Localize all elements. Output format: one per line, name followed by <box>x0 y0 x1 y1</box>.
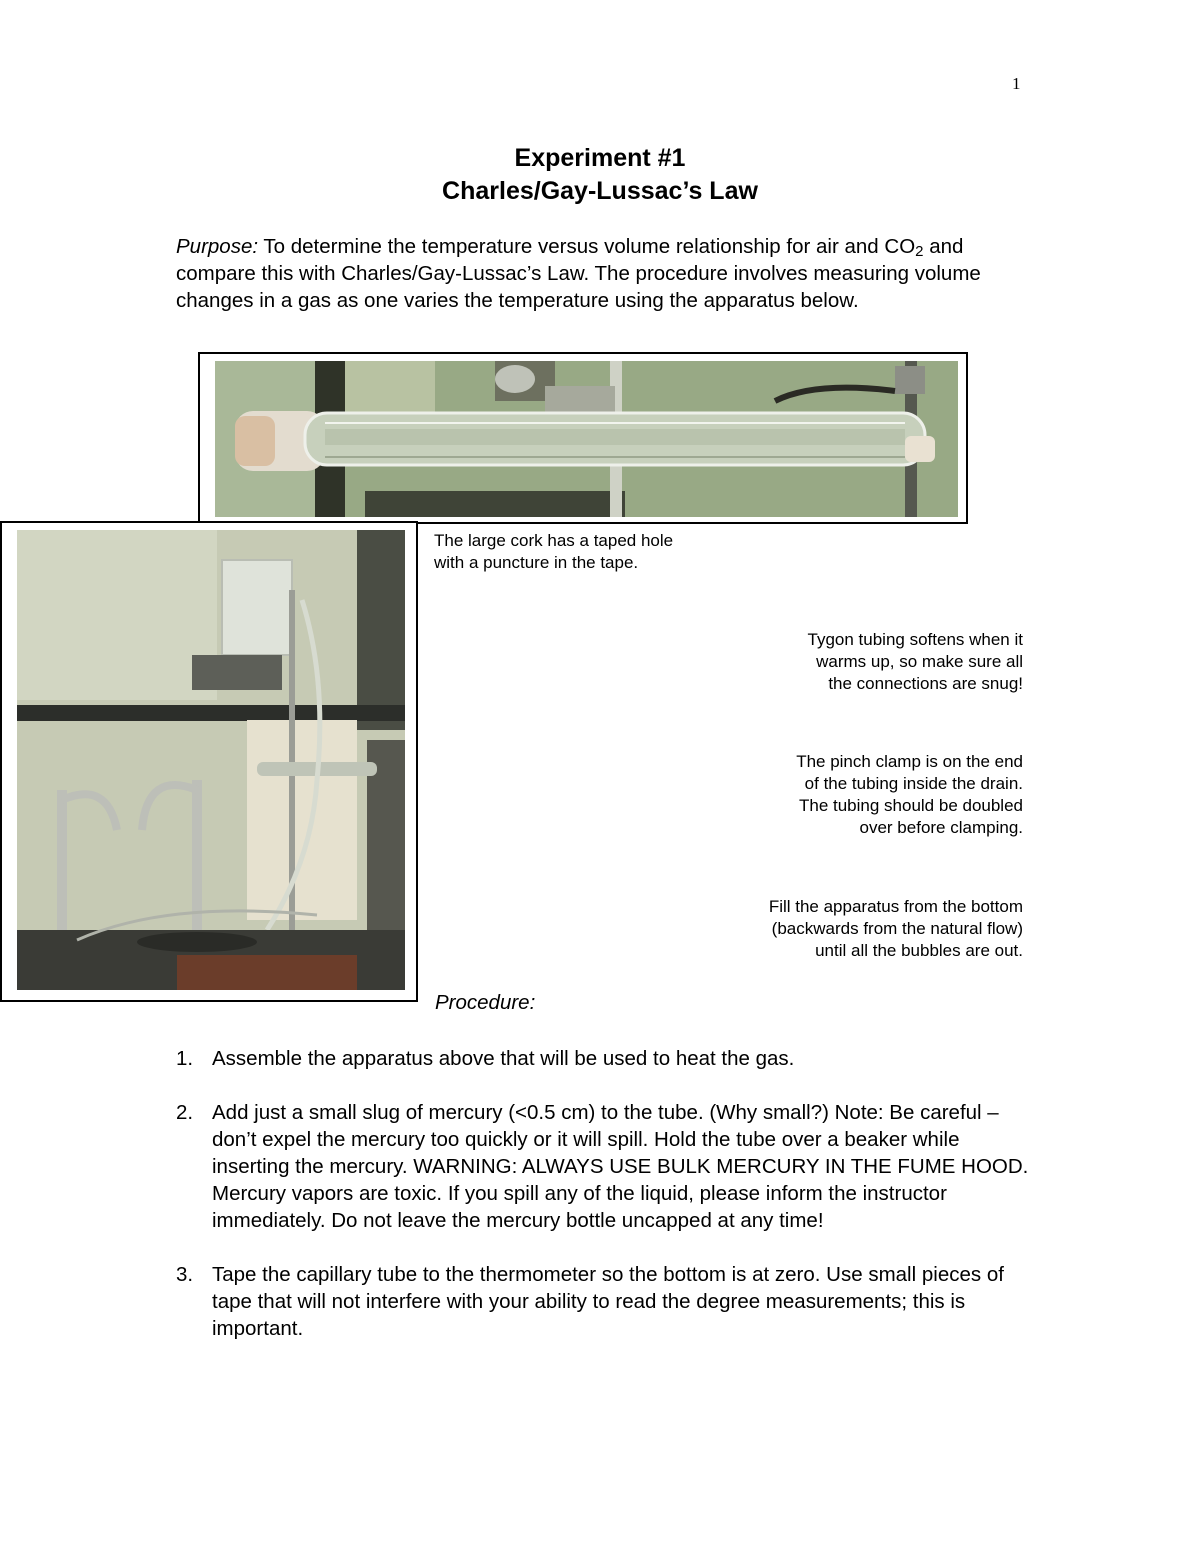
apparatus-photo-frame-left <box>0 521 418 1002</box>
caption-cork <box>434 530 754 574</box>
step-number: 1. <box>176 1047 194 1070</box>
caption-line: until all the bubbles are out. <box>815 941 1023 960</box>
procedure-steps <box>176 1045 1036 1369</box>
page-number: 1 <box>1012 74 1021 93</box>
caption-line: The tubing should be doubled <box>798 796 1023 815</box>
procedure-step <box>176 1261 1036 1342</box>
caption-line: (backwards from the natural flow) <box>771 919 1023 938</box>
lab-bench-illustration <box>17 530 405 990</box>
step-number: 3. <box>176 1263 194 1286</box>
caption-line: with a puncture in the tape. <box>434 553 639 572</box>
step-text: Assemble the apparatus above that will be used to heat the gas. <box>212 1047 795 1070</box>
experiment-title: Experiment #1 <box>514 144 686 172</box>
glass-tube-illustration <box>215 361 958 517</box>
caption-line: The pinch clamp is on the end <box>796 752 1023 771</box>
procedure-step <box>176 1099 1036 1234</box>
law-title: Charles/Gay-Lussac’s Law <box>442 177 758 205</box>
purpose-text-b: and compare this with Charles/Gay-Lussac’s Law. The procedure involves measuring volume changes in a gas as one varies the temperature using the apparatus below. <box>176 235 981 312</box>
purpose-text-a: To determine the temperature versus volume relationship for air and CO <box>258 235 916 258</box>
glass-tube-photo <box>215 361 958 517</box>
caption-line: over before clamping. <box>859 818 1023 837</box>
procedure-label: Procedure: <box>435 991 536 1014</box>
purpose-subscript: 2 <box>915 243 924 260</box>
caption-line: Fill the apparatus from the bottom <box>768 897 1023 916</box>
purpose-label: Purpose: <box>176 235 259 258</box>
procedure-step <box>176 1045 1036 1072</box>
caption-line: warms up, so make sure all <box>816 652 1023 671</box>
caption-fill <box>663 896 1023 962</box>
purpose-paragraph <box>176 233 1036 314</box>
lab-bench-photo <box>17 530 405 990</box>
caption-line: The large cork has a taped hole <box>434 531 674 550</box>
caption-line: the connections are snug! <box>828 674 1023 693</box>
caption-tygon <box>703 629 1023 695</box>
step-text: Tape the capillary tube to the thermometer so the bottom is at zero. Use small pieces of tape that will not interfere with your ability to read the degree measurements; this is important. <box>212 1263 1004 1340</box>
caption-pinch-clamp <box>703 751 1023 839</box>
step-number: 2. <box>176 1101 194 1124</box>
step-text: Add just a small slug of mercury (<0.5 cm) to the tube. (Why small?) Note: Be careful – don’t expel the mercury too quickly or it will spill. Hold the tube over a beaker while inserting the mercury. WARNING: ALWAYS USE BULK MERCURY IN THE FUME HOOD. Mercury vapors are toxic. If you spill any of the liquid, please inform the instructor immediately. Do not leave the mercury bottle uncapped at any time! <box>212 1101 1029 1232</box>
caption-line: of the tubing inside the drain. <box>804 774 1023 793</box>
caption-line: Tygon tubing softens when it <box>807 630 1023 649</box>
apparatus-photo-frame-top <box>198 352 968 524</box>
